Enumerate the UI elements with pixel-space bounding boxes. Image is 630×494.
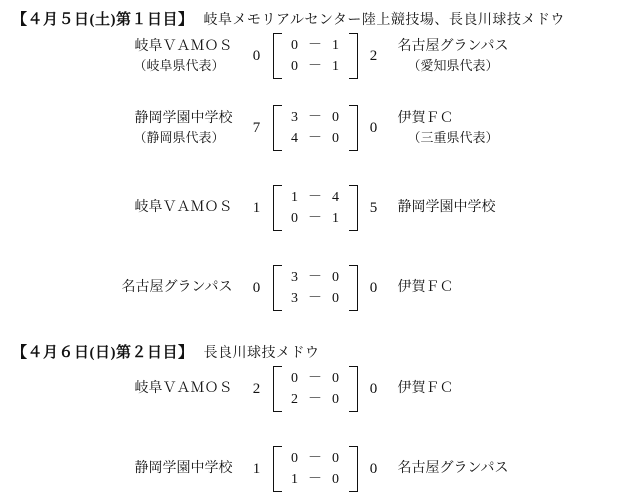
away-total-score: 0 bbox=[369, 380, 378, 397]
home-total-score: 0 bbox=[252, 47, 261, 64]
spacer bbox=[10, 79, 620, 105]
home-total-score: 1 bbox=[252, 199, 261, 216]
bracket-right-icon bbox=[349, 366, 358, 412]
bracket-left-icon bbox=[273, 105, 282, 151]
home-team bbox=[43, 38, 247, 74]
bracket-right-icon bbox=[349, 446, 358, 492]
home-total-score: 0 bbox=[252, 279, 261, 296]
second-half-score bbox=[289, 56, 342, 77]
halves bbox=[282, 185, 349, 231]
halves bbox=[282, 33, 349, 79]
home-team-name: 名古屋グランパス bbox=[121, 279, 233, 295]
second-half-score bbox=[289, 288, 342, 309]
away-total-score: 2 bbox=[369, 47, 378, 64]
away-team-name: 伊賀ＦＣ bbox=[397, 110, 454, 126]
second-half-home: 0 bbox=[291, 211, 298, 226]
second-half-score bbox=[289, 128, 342, 149]
day-label-1: 【４月５日(土)第１日目】 bbox=[12, 12, 194, 28]
bracket-left-icon bbox=[273, 185, 282, 231]
home-team-sub: （岐阜県代表） bbox=[133, 57, 225, 73]
first-half-score bbox=[289, 187, 342, 208]
bracket-left-icon bbox=[273, 265, 282, 311]
dash-icon: － bbox=[308, 270, 322, 285]
first-half-away: 0 bbox=[332, 371, 339, 386]
dash-icon: － bbox=[308, 131, 322, 146]
away-total-score: 0 bbox=[369, 279, 378, 296]
bracket-right-icon bbox=[349, 265, 358, 311]
away-team-sub: （愛知県代表） bbox=[407, 57, 499, 73]
spacer bbox=[10, 151, 620, 185]
dash-icon: － bbox=[308, 291, 322, 306]
second-half-away: 1 bbox=[332, 59, 339, 74]
home-total-score: 7 bbox=[252, 119, 261, 136]
home-team bbox=[43, 380, 247, 399]
home-team-name: 静岡学園中学校 bbox=[134, 110, 233, 126]
dash-icon: － bbox=[308, 472, 322, 487]
away-team bbox=[384, 460, 588, 479]
second-half-away: 1 bbox=[332, 211, 339, 226]
home-total-score: 2 bbox=[252, 380, 261, 397]
bracket-left-icon bbox=[273, 33, 282, 79]
score-matrix bbox=[273, 265, 358, 311]
score-matrix bbox=[273, 105, 358, 151]
day-label-2: 【４月６日(日)第２日目】 bbox=[12, 345, 194, 361]
home-team bbox=[43, 199, 247, 218]
day-venue-2: 長良川球技メドウ bbox=[203, 346, 320, 361]
away-team-name: 静岡学園中学校 bbox=[397, 199, 496, 215]
bracket-left-icon bbox=[273, 366, 282, 412]
halves bbox=[282, 446, 349, 492]
away-team bbox=[384, 380, 588, 399]
score-matrix bbox=[273, 33, 358, 79]
score-matrix bbox=[273, 366, 358, 412]
spacer bbox=[10, 412, 620, 446]
first-half-score bbox=[289, 448, 342, 469]
spacer bbox=[10, 311, 620, 341]
halves bbox=[282, 265, 349, 311]
score-matrix bbox=[273, 185, 358, 231]
match-row bbox=[10, 33, 620, 79]
match-row bbox=[10, 185, 620, 231]
first-half-away: 0 bbox=[332, 270, 339, 285]
first-half-away: 0 bbox=[332, 451, 339, 466]
away-team-name: 伊賀ＦＣ bbox=[397, 279, 454, 295]
second-half-home: 3 bbox=[291, 291, 298, 306]
day-header-2 bbox=[10, 341, 620, 362]
first-half-home: 0 bbox=[291, 38, 298, 53]
away-team bbox=[384, 279, 588, 298]
second-half-home: 1 bbox=[291, 472, 298, 487]
halves bbox=[282, 105, 349, 151]
home-team-name: 静岡学園中学校 bbox=[134, 460, 233, 476]
away-total-score: 0 bbox=[369, 460, 378, 477]
second-half-away: 0 bbox=[332, 392, 339, 407]
first-half-away: 1 bbox=[332, 38, 339, 53]
dash-icon: － bbox=[308, 59, 322, 74]
second-half-home: 4 bbox=[291, 131, 298, 146]
away-team-name: 名古屋グランパス bbox=[397, 460, 509, 476]
second-half-home: 2 bbox=[291, 392, 298, 407]
dash-icon: － bbox=[308, 110, 322, 125]
match-row bbox=[10, 265, 620, 311]
first-half-home: 0 bbox=[291, 451, 298, 466]
first-half-score bbox=[289, 368, 342, 389]
first-half-away: 4 bbox=[332, 190, 339, 205]
second-half-away: 0 bbox=[332, 131, 339, 146]
first-half-home: 3 bbox=[291, 110, 298, 125]
home-team-sub: （静岡県代表） bbox=[133, 129, 225, 145]
first-half-home: 0 bbox=[291, 371, 298, 386]
match-row bbox=[10, 446, 620, 492]
bracket-left-icon bbox=[273, 446, 282, 492]
dash-icon: － bbox=[308, 190, 322, 205]
dash-icon: － bbox=[308, 371, 322, 386]
away-total-score: 0 bbox=[369, 119, 378, 136]
dash-icon: － bbox=[308, 451, 322, 466]
bracket-right-icon bbox=[349, 185, 358, 231]
day-header-1 bbox=[10, 8, 620, 29]
bracket-right-icon bbox=[349, 33, 358, 79]
dash-icon: － bbox=[308, 38, 322, 53]
away-team-name: 名古屋グランパス bbox=[397, 38, 509, 54]
home-team-name: 岐阜ＶＡＭＯＳ bbox=[134, 199, 233, 215]
match-row bbox=[10, 366, 620, 412]
first-half-away: 0 bbox=[332, 110, 339, 125]
bracket-right-icon bbox=[349, 105, 358, 151]
home-team bbox=[43, 110, 247, 146]
away-team-sub: （三重県代表） bbox=[407, 129, 499, 145]
spacer bbox=[10, 231, 620, 265]
home-team-name: 岐阜ＶＡＭＯＳ bbox=[134, 380, 233, 396]
day-venue-1: 岐阜メモリアルセンター陸上競技場、長良川球技メドウ bbox=[203, 13, 565, 28]
second-half-score bbox=[289, 389, 342, 410]
home-team bbox=[43, 460, 247, 479]
home-total-score: 1 bbox=[252, 460, 261, 477]
home-team bbox=[43, 279, 247, 298]
halves bbox=[282, 366, 349, 412]
first-half-home: 3 bbox=[291, 270, 298, 285]
away-team-name: 伊賀ＦＣ bbox=[397, 380, 454, 396]
second-half-home: 0 bbox=[291, 59, 298, 74]
away-team bbox=[384, 110, 588, 146]
first-half-score bbox=[289, 267, 342, 288]
first-half-home: 1 bbox=[291, 190, 298, 205]
first-half-score bbox=[289, 107, 342, 128]
second-half-score bbox=[289, 208, 342, 229]
second-half-away: 0 bbox=[332, 291, 339, 306]
second-half-away: 0 bbox=[332, 472, 339, 487]
away-team bbox=[384, 199, 588, 218]
score-matrix bbox=[273, 446, 358, 492]
second-half-score bbox=[289, 469, 342, 490]
match-row bbox=[10, 105, 620, 151]
first-half-score bbox=[289, 35, 342, 56]
away-total-score: 5 bbox=[369, 199, 378, 216]
away-team bbox=[384, 38, 588, 74]
dash-icon: － bbox=[308, 392, 322, 407]
dash-icon: － bbox=[308, 211, 322, 226]
home-team-name: 岐阜ＶＡＭＯＳ bbox=[134, 38, 233, 54]
